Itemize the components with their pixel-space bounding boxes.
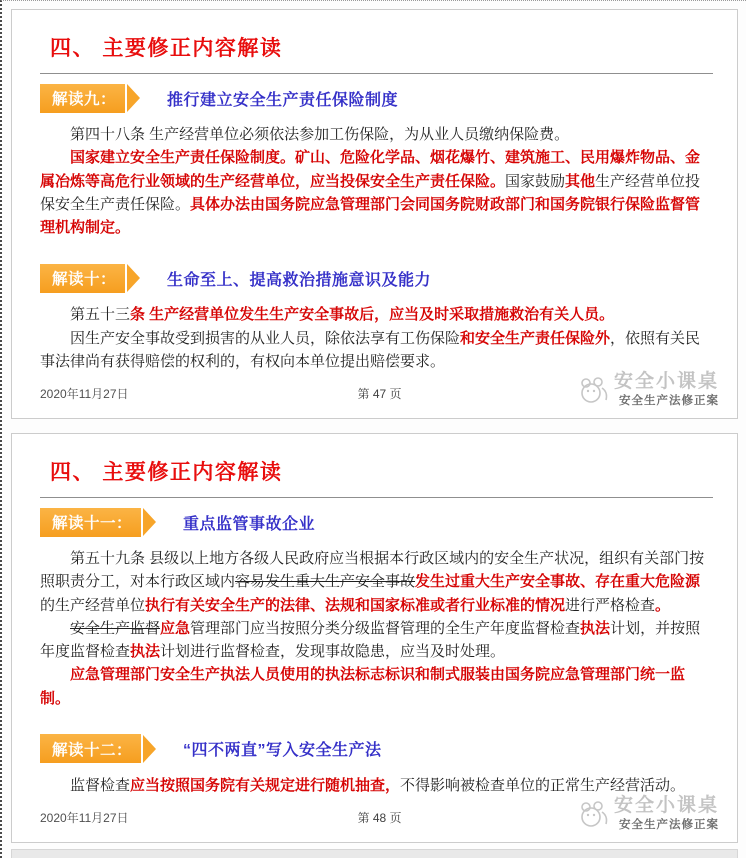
text-run: 第四十八条 生产经营单位必须依法参加工伤保险，为从业人员缴纳保险费。 bbox=[70, 126, 570, 143]
text-run: 容易发生重大生产安全事故 bbox=[235, 573, 416, 591]
text-run: 因生产安全事故受到损害的从业人员，除依法享有工伤保险 bbox=[70, 329, 461, 347]
footer-page-number: 第 47 页 bbox=[357, 387, 402, 401]
slide-title: 四、 主要修正内容解读 bbox=[50, 37, 283, 60]
text-run: 执法 bbox=[130, 643, 161, 660]
brand-logo bbox=[578, 372, 719, 408]
text-run: 执行有关安全生产的法律、法规和国家标准或者行业标准的情况 bbox=[145, 596, 566, 614]
text-run: 和安全生产责任保险外 bbox=[460, 329, 611, 347]
sections bbox=[40, 507, 713, 797]
text-run: 进行严格检查 bbox=[565, 596, 656, 614]
section-heading: “四不两直”写入安全生产法 bbox=[183, 742, 382, 760]
paragraph bbox=[40, 617, 709, 664]
title-divider bbox=[40, 497, 713, 498]
panda-desk-icon bbox=[578, 798, 612, 832]
paragraph bbox=[40, 146, 709, 239]
section-header bbox=[40, 734, 713, 764]
sections bbox=[40, 83, 713, 373]
text-run: 条 生产经营单位发生生产安全事故后，应当及时采取措施救治有关人员。 bbox=[130, 306, 615, 324]
panda-desk-icon bbox=[578, 374, 612, 408]
section-heading: 重点监管事故企业 bbox=[183, 515, 316, 533]
text-run: 第五十九条 县级以上地方各级人民政府应当根据本行政区域内的安全生产状况，组织有关部门按照职责分工，对本行政区域内 bbox=[40, 550, 705, 591]
interpretation-section bbox=[40, 263, 713, 373]
footer-date: 2020年11月27日 bbox=[40, 387, 129, 401]
text-run: 安全生产监督 bbox=[70, 619, 161, 637]
text-run: 具体办法由国务院应急管理部门会同国务院财政部门和国务院银行保险监督管理机构制定。 bbox=[40, 195, 701, 236]
text-run: 应当按照国务院有关规定进行随机抽查， bbox=[130, 776, 401, 794]
badge-banner bbox=[40, 264, 125, 293]
section-header bbox=[40, 263, 713, 293]
text-run: 不得影响被检查单位的正常生产经营活动。 bbox=[400, 776, 686, 794]
section-body bbox=[40, 547, 713, 710]
text-run: 应急管理部门安全生产执法人员使用的执法标志标识和制式服装由国务院应急管理部门统一监制。 bbox=[40, 666, 686, 707]
brand-subtitle: 安全生产法修正案 bbox=[619, 818, 719, 831]
footer-date: 2020年11月27日 bbox=[40, 811, 129, 825]
slide-page-47 bbox=[11, 9, 738, 419]
arrow-tip-icon bbox=[143, 508, 156, 536]
section-heading: 推行建立安全生产责任保险制度 bbox=[167, 91, 399, 109]
next-slide-edge bbox=[11, 849, 738, 858]
arrow-tip-icon bbox=[143, 735, 156, 763]
text-run: 国家鼓励 bbox=[505, 172, 566, 190]
section-body bbox=[40, 303, 713, 373]
text-run: 国家建立安全生产责任保险制度。矿山、危险化学品、烟花爆竹、建筑施工、民用爆炸物品、金属冶炼等高危行业领域的生产经营单位，应当投保安全生产责任保险。 bbox=[40, 149, 701, 190]
paragraph bbox=[40, 327, 709, 374]
slide-footer bbox=[40, 796, 719, 832]
slide-footer bbox=[40, 372, 719, 408]
footer-page-number: 第 48 页 bbox=[357, 811, 402, 825]
paragraph bbox=[40, 547, 709, 617]
paragraph bbox=[40, 663, 709, 710]
text-run: ，依照有关民事法律尚有获得赔偿的权利的，有权向本单位提出赔偿要求。 bbox=[40, 329, 701, 370]
section-header bbox=[40, 507, 713, 537]
text-run: 生产经营单位投保安全生产责任保险。 bbox=[40, 172, 701, 213]
text-run: 监督检查 bbox=[70, 776, 131, 794]
brand-name: 安全小课桌 bbox=[613, 795, 719, 816]
paragraph bbox=[40, 774, 709, 797]
badge-label: 解读九： bbox=[52, 91, 117, 108]
text-run: 应急 bbox=[160, 619, 191, 637]
section-body bbox=[40, 774, 713, 797]
badge-label: 解读十一： bbox=[52, 515, 133, 532]
text-run: 其他 bbox=[565, 172, 596, 190]
arrow-tip-icon bbox=[127, 264, 140, 292]
text-run: 的生产经营单位 bbox=[40, 596, 146, 614]
paragraph bbox=[40, 303, 709, 326]
badge-banner bbox=[40, 84, 125, 113]
text-run: 管理部门应当按照分类分级监督管理的全生产年度监督检查 bbox=[190, 619, 581, 637]
text-run: 计划进行监督检查，发现事故隐患，应当及时处理。 bbox=[160, 643, 506, 660]
title-divider bbox=[40, 73, 713, 74]
brand-logo bbox=[578, 796, 719, 832]
badge-label: 解读十： bbox=[52, 271, 117, 289]
brand-name: 安全小课桌 bbox=[613, 371, 719, 392]
slide-title: 四、 主要修正内容解读 bbox=[50, 461, 283, 484]
brand-subtitle: 安全生产法修正案 bbox=[619, 394, 719, 407]
slide-page-48 bbox=[11, 433, 738, 843]
badge-label: 解读十二： bbox=[52, 741, 133, 759]
text-run: 执法 bbox=[580, 619, 611, 637]
text-run: 。 bbox=[655, 596, 671, 614]
text-run: 发生过重大生产安全事故、存在重大危险源 bbox=[415, 573, 701, 591]
text-run: 计划，并按照年度监督检查 bbox=[40, 619, 701, 660]
text-run: 第五十三 bbox=[70, 306, 131, 324]
section-body bbox=[40, 123, 713, 239]
badge-banner bbox=[40, 508, 141, 537]
interpretation-section bbox=[40, 734, 713, 797]
paragraph bbox=[40, 123, 709, 146]
badge-banner bbox=[40, 734, 141, 763]
section-header bbox=[40, 83, 713, 113]
arrow-tip-icon bbox=[127, 84, 140, 112]
interpretation-section bbox=[40, 507, 713, 710]
section-heading: 生命至上、提高救治措施意识及能力 bbox=[167, 271, 432, 289]
interpretation-section bbox=[40, 83, 713, 239]
